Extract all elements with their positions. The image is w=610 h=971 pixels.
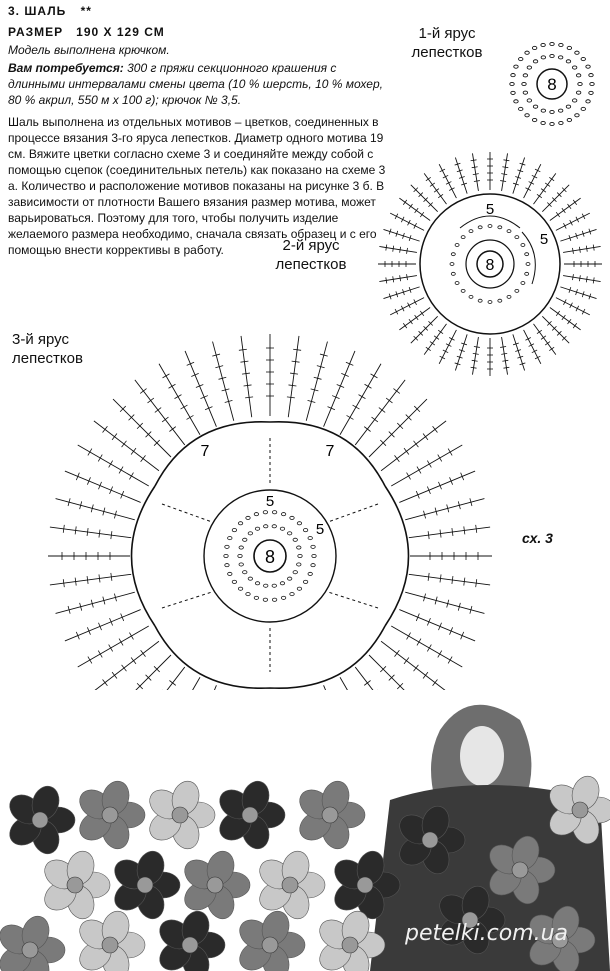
tier2-petal-number-right: 5 <box>539 231 549 248</box>
tier2-label: 2-й ярус лепестков <box>275 237 347 273</box>
size-line: РАЗМЕР 190 X 129 СМ <box>8 25 165 39</box>
materials-block <box>8 60 388 108</box>
tier3-center-number: 8 <box>264 547 276 567</box>
materials-text: 300 г пряжи секционного крашения с длинными интервалами смены цвета (10 % шерсть, 10 % мохер, 80 % акрил, 550 м х 100 г); крючок № 3,5. <box>8 61 383 107</box>
watermark: petelki.com.ua <box>405 921 569 946</box>
shawl-photo <box>0 690 610 971</box>
tier1-diagram <box>500 36 604 132</box>
tier2-petal-number-top: 5 <box>485 201 495 218</box>
tier3-petal-inner-number-right: 5 <box>315 521 325 538</box>
materials-label: Вам потребуется: <box>8 61 124 75</box>
tier2-center-number: 8 <box>485 257 495 274</box>
tier3-petal-outer-number-left: 7 <box>200 443 210 460</box>
tier1-label: 1-й ярус лепестков <box>411 25 483 61</box>
tier3-petal-inner-number: 5 <box>265 493 275 510</box>
tier3-petal-outer-number-right: 7 <box>325 443 335 460</box>
description-text: Шаль выполнена из отдельных мотивов – цветков, соединенных в процессе вязания 3-го яруса лепестков. Диаметр одного мотива 19 см. Вяжите цветки согласно схеме 3 и соединяйте между собой с помощью сцепок (соединительных петель) как показано на схеме 3 а. Количество и расположение мотивов показаны на рисунке 3 б. В зависимости от плотности Вашего вязания размер мотива, может варьироваться. Поэтому для того, чтобы получить изделие желаемого размера необходимо, сначала связать образец и с его помощью внести коррективы в работу. <box>8 115 386 257</box>
pattern-title: 3. ШАЛЬ ** <box>8 4 92 18</box>
scheme-label: сх. 3 <box>522 530 553 546</box>
technique-note: Модель выполнена крючком. <box>8 43 170 57</box>
tier3-label: 3-й ярус лепестков <box>12 331 83 367</box>
tier1-center-number: 8 <box>547 75 557 94</box>
